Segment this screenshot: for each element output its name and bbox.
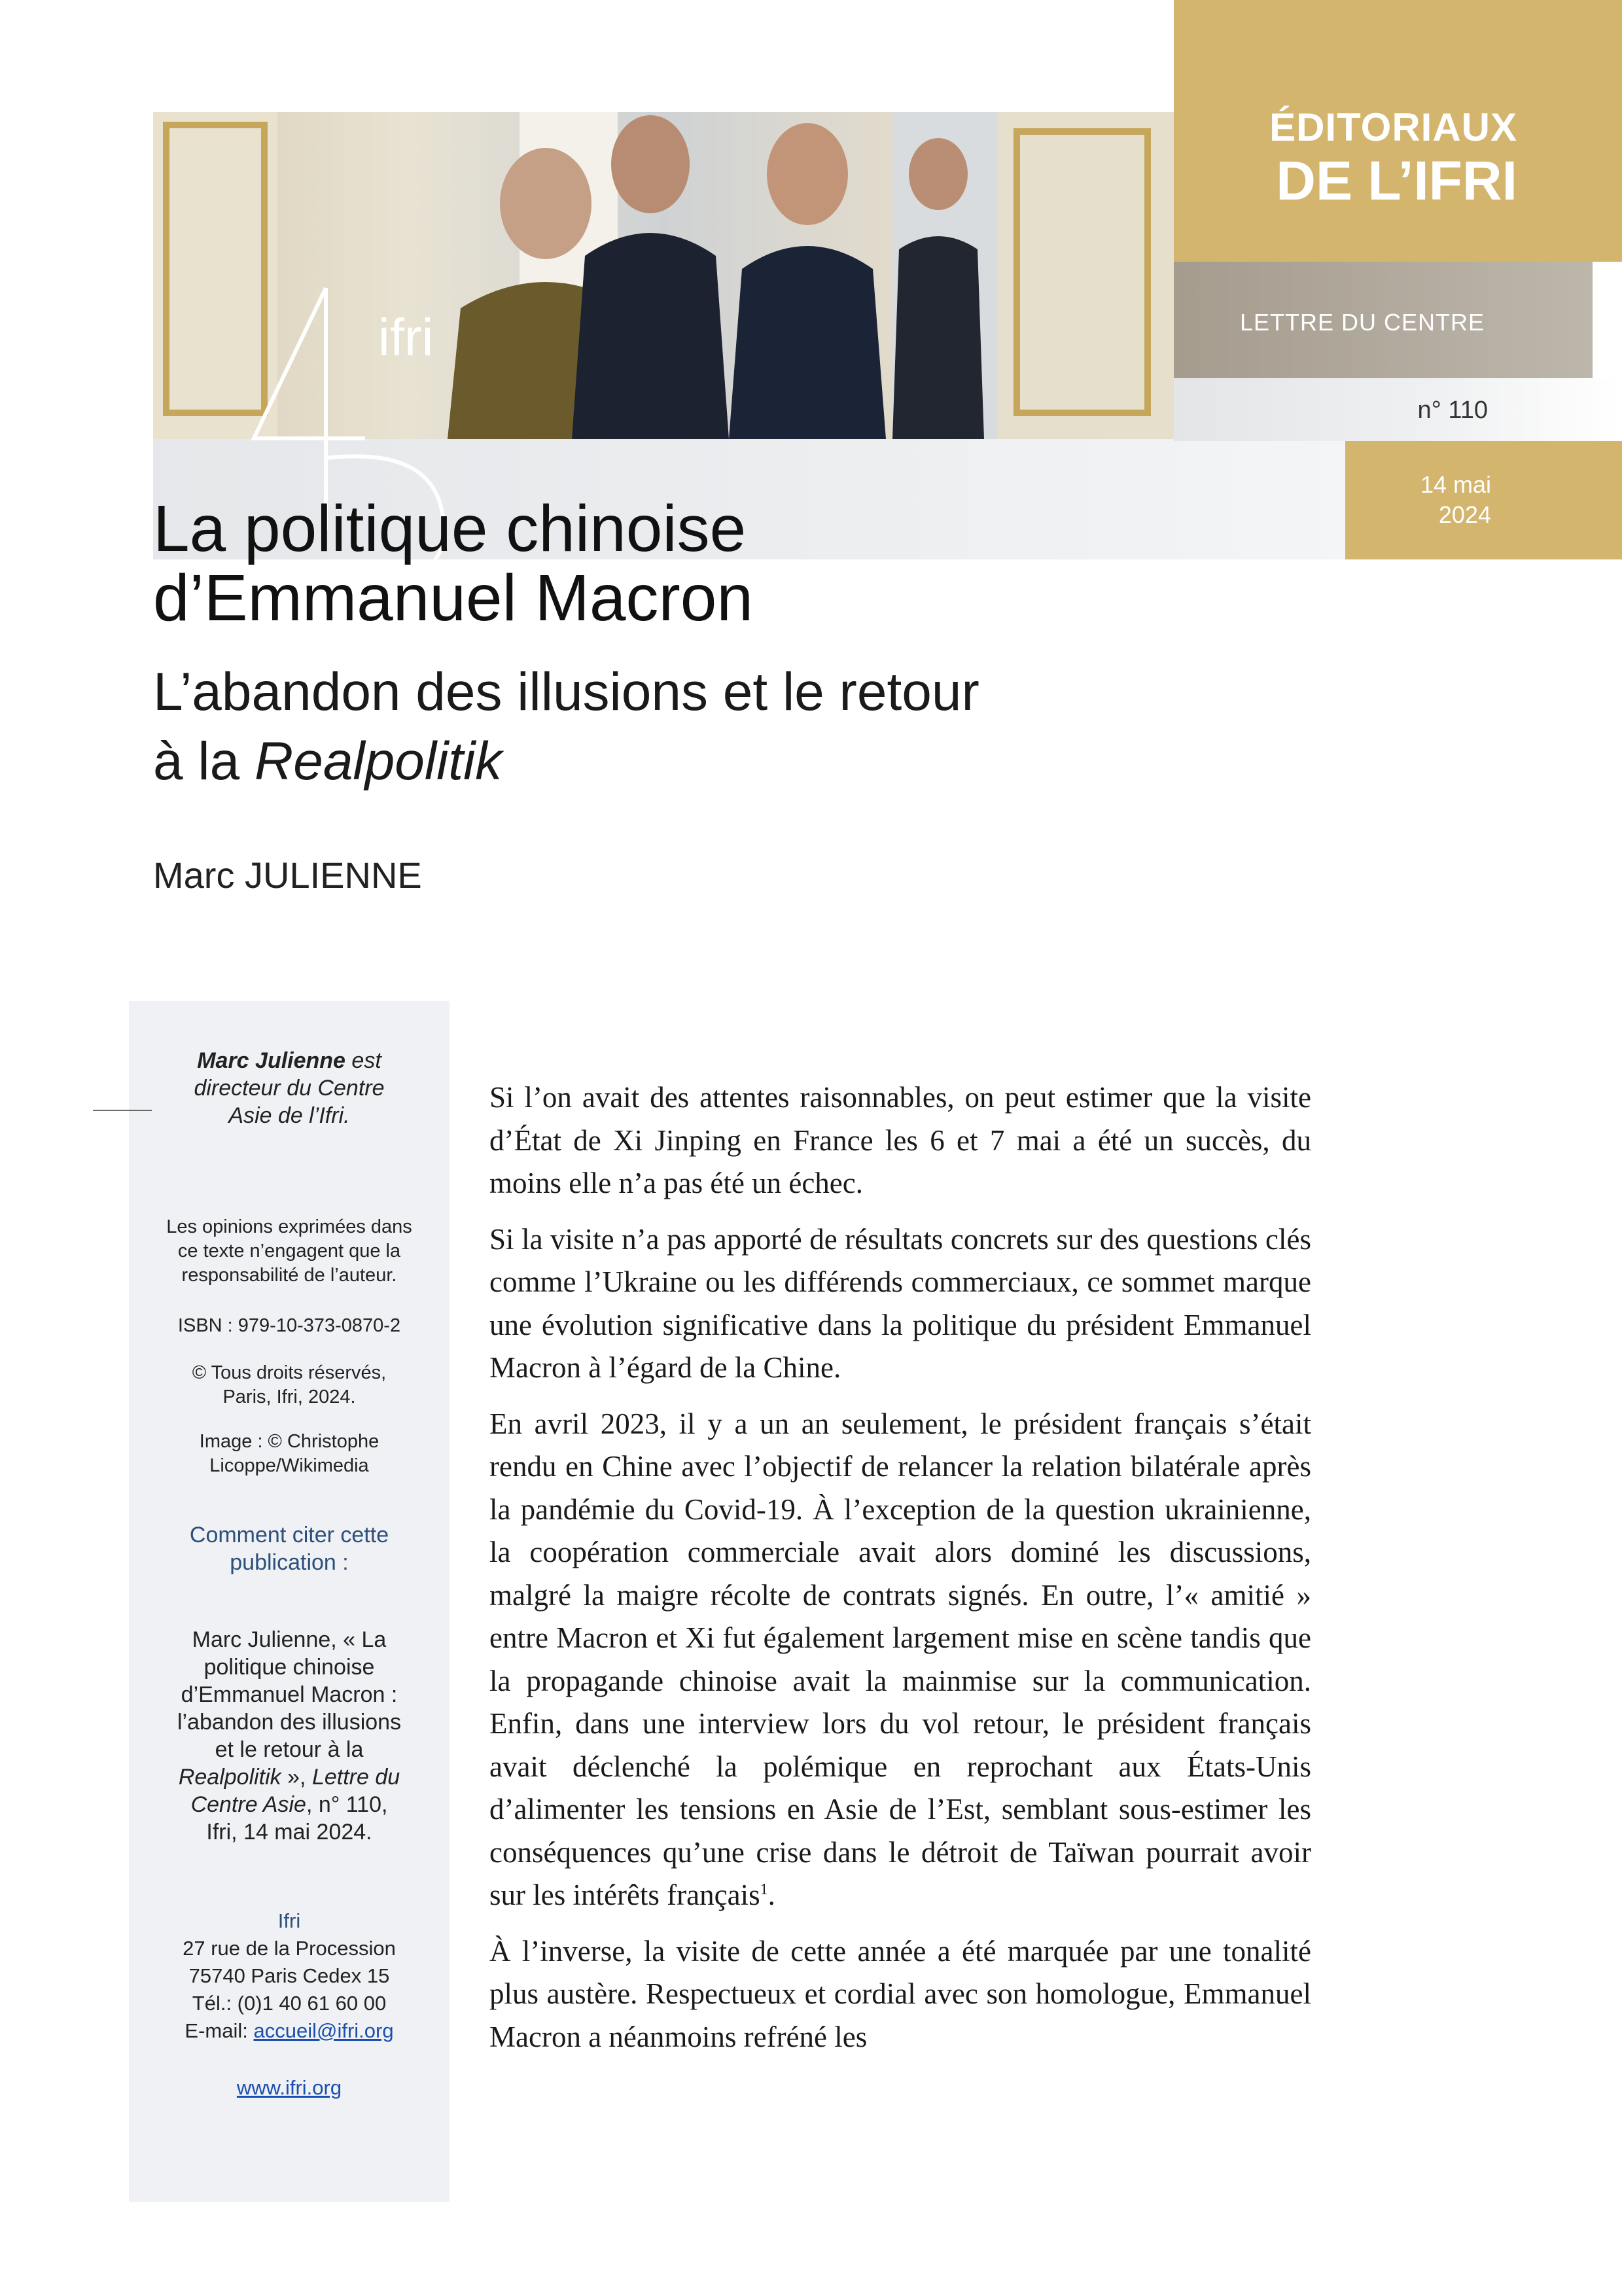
disclaimer xyxy=(152,1215,427,1288)
page-subtitle xyxy=(153,658,979,796)
date-day: 14 mai xyxy=(1420,471,1491,498)
series-block xyxy=(1174,0,1622,262)
bio-name: Marc Julienne xyxy=(197,1048,345,1073)
org-name: Ifri xyxy=(277,1909,301,1932)
citation-line: Marc Julienne, « La xyxy=(192,1627,387,1652)
email-line xyxy=(152,2017,427,2045)
image-credit-line: Image : © Christophe xyxy=(199,1431,379,1452)
citation-line: politique chinoise xyxy=(203,1655,375,1680)
disclaimer-line: ce texte n’engagent que la xyxy=(177,1241,401,1262)
author-bio xyxy=(152,1047,427,1129)
paragraph: Si l’on avait des attentes raisonnables, on peut estimer que la visite d’État de Xi Jinping en France les 6 et 7 mai a été un succès, du moins elle n’a pas été un échec. xyxy=(489,1081,1311,1199)
citation-line: Ifri, 14 mai 2024. xyxy=(206,1820,372,1845)
title-line2: d’Emmanuel Macron xyxy=(153,561,754,635)
citation-text-part: , n° 110, xyxy=(306,1792,388,1817)
sidebar xyxy=(129,1001,450,2202)
issue-band xyxy=(1174,378,1622,441)
citation-heading xyxy=(152,1521,427,1576)
disclaimer-line: responsabilité de l’auteur. xyxy=(181,1265,397,1286)
subtitle-line2-italic: Realpolitik xyxy=(255,732,502,791)
title-line1: La politique chinoise xyxy=(153,492,747,565)
website xyxy=(152,2074,427,2102)
bio-line2: directeur du Centre xyxy=(194,1076,385,1101)
disclaimer-line: Les opinions exprimées dans xyxy=(166,1216,412,1237)
copyright xyxy=(152,1361,427,1409)
series-title-line1: ÉDITORIAUX xyxy=(1269,105,1517,149)
citation-italic: Centre Asie xyxy=(190,1792,306,1817)
citation-line xyxy=(152,1791,427,1818)
citation-heading-line: publication : xyxy=(230,1550,349,1575)
issue-number: n° 110 xyxy=(1417,397,1488,424)
paragraph xyxy=(489,1403,1311,1917)
paragraph-text: . xyxy=(767,1879,775,1911)
citation-italic: Lettre du xyxy=(311,1765,400,1790)
author-name: Marc JULIENNE xyxy=(153,855,422,896)
email-label: E-mail: xyxy=(185,2019,254,2042)
copyright-line: Paris, Ifri, 2024. xyxy=(222,1386,356,1407)
page-title xyxy=(153,494,753,633)
address-line: 75740 Paris Cedex 15 xyxy=(188,1964,390,1987)
subtitle-line1: L’abandon des illusions et le retour xyxy=(153,662,979,722)
isbn: ISBN : 979-10-373-0870-2 xyxy=(177,1315,401,1336)
bio-text: est xyxy=(345,1048,381,1073)
website-link[interactable]: www.ifri.org xyxy=(236,2076,342,2099)
bio-line3: Asie de l’Ifri. xyxy=(228,1103,350,1128)
subtitle-line2-prefix: à la xyxy=(153,732,255,791)
contact-address xyxy=(152,1907,427,2045)
paragraph-text: En avril 2023, il y a un an seulement, le président français s’était rendu en Chine avec l’objectif de relancer la relation bilatérale après la pandémie du Covid-19. À l’exception de la question ukrainienne, la coopération commerciale avait alors dominé les discussions, malgré la maigre récolte de contrats signés. En outre, l’« amitié » entre Macron et Xi fut également largement mise en scène tandis que la propagande chinoise avait la mainmise sur la communication. Enfin, dans une interview lors du vol retour, le président français avait déclenché la polémique en reprochant aux États-Unis d’alimenter les tensions en Asie de l’Est, semblant sous-estimer les conséquences qu’une crise dans le détroit de Taïwan pourrait avoir sur les intérêts français xyxy=(489,1407,1311,1911)
citation-text-part: », xyxy=(281,1765,312,1790)
letter-band xyxy=(1174,262,1593,378)
date-year: 2024 xyxy=(1438,501,1491,528)
paragraph: À l’inverse, la visite de cette année a été marquée par une tonalité plus austère. Respectueux et cordial avec son homologue, Emmanuel Macron a néanmoins refréné les xyxy=(489,1934,1311,2053)
citation-line: d’Emmanuel Macron : xyxy=(181,1682,398,1707)
article-body xyxy=(489,1076,1311,2072)
citation-heading-line: Comment citer cette xyxy=(189,1523,389,1547)
footnote-ref[interactable]: 1 xyxy=(760,1881,768,1898)
series-title-line2: DE L’IFRI xyxy=(1276,150,1517,211)
citation-line: l’abandon des illusions xyxy=(177,1710,402,1735)
ifri-logo-text: ifri xyxy=(378,308,434,366)
citation-text xyxy=(152,1626,427,1846)
image-credit xyxy=(152,1430,427,1478)
image-credit-line: Licoppe/Wikimedia xyxy=(209,1455,369,1476)
phone-line: Tél.: (0)1 40 61 60 00 xyxy=(192,1992,387,2015)
copyright-line: © Tous droits réservés, xyxy=(192,1362,387,1383)
citation-line xyxy=(152,1763,427,1791)
citation-line: et le retour à la xyxy=(215,1737,364,1762)
date-block xyxy=(1345,441,1622,559)
citation-italic: Realpolitik xyxy=(178,1765,281,1790)
bio-divider xyxy=(93,1110,152,1111)
address-line: 27 rue de la Procession xyxy=(183,1937,396,1960)
paragraph: Si la visite n’a pas apporté de résultats concrets sur des questions clés comme l’Ukraine ou les différends commerciaux, ce sommet marque une évolution significative dans la politique du président Emmanuel Macron à l’égard de la Chine. xyxy=(489,1222,1311,1384)
email-link[interactable]: accueil@ifri.org xyxy=(253,2019,394,2042)
letter-label: LETTRE DU CENTRE xyxy=(1239,309,1485,336)
